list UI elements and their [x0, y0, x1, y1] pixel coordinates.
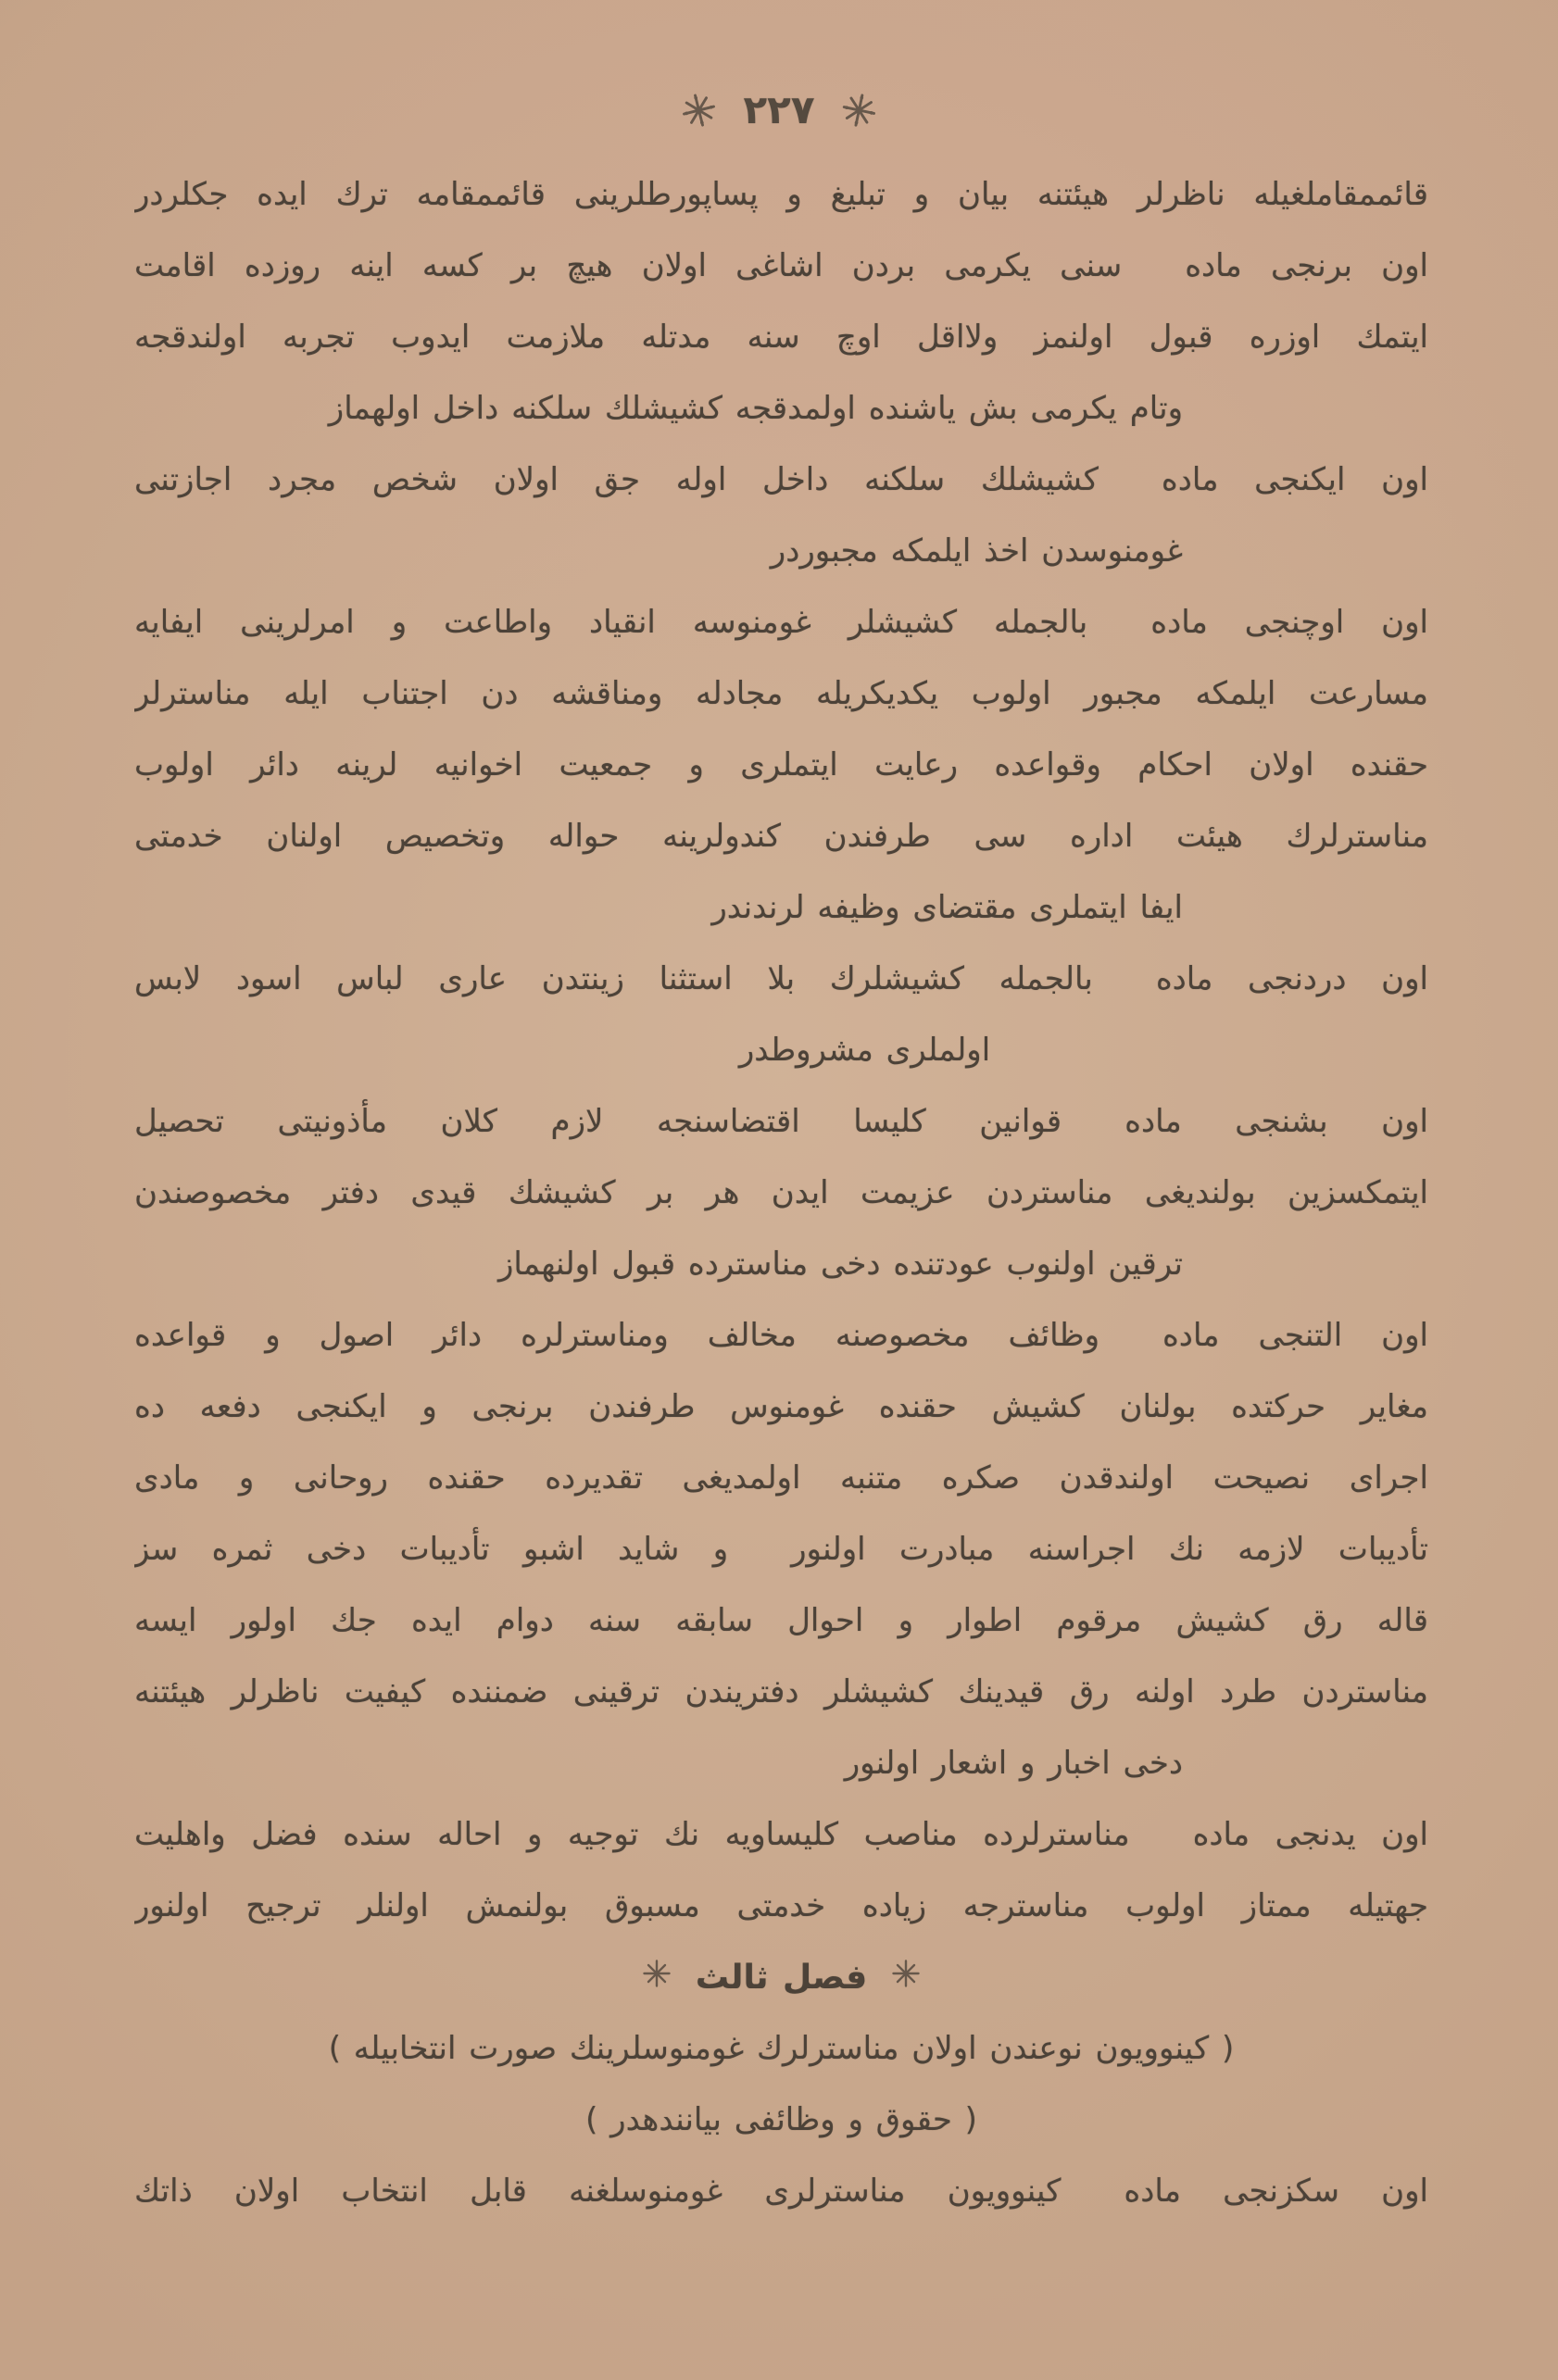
text-line: اون بشنجى ماده قوانين كليسا اقتضاسنجه لازم كلان مأذونيتى تحصيل	[134, 1103, 1428, 1140]
text-line: دخى اخبار و اشعار اولنور	[844, 1745, 1183, 1782]
text-line: اون برنجى ماده سنى يكرمى بردن اشاغى اولان هيچ بر كسه اينه روزده اقامت	[134, 247, 1428, 284]
text-line: ترقين اولنوب عودتنده دخى مناسترده قبول اولنهماز	[497, 1246, 1183, 1283]
text-line: اون دردنجى ماده بالجمله كشيشلرك بلا استثنا زينتدن عارى لباس اسود لابس	[134, 960, 1428, 997]
text-line: مناسترلرك هيئت اداره سى طرفندن كندولرينه حواله وتخصيص اولنان خدمتى	[134, 818, 1428, 855]
page-number: ٢٢٧	[743, 87, 815, 132]
text-line: غومنوسدن اخذ ايلمكه مجبوردر	[770, 532, 1183, 570]
text-line: جهتيله ممتاز اولوب مناسترجه زياده خدمتى مسبوق بولنمش اولنلر ترجيح اولنور	[134, 1887, 1428, 1924]
section-heading-row	[134, 1942, 1428, 2013]
section-heading: فصل ثالث	[695, 1959, 868, 1997]
text-line: ايتمك اوزره قبول اولنمز ولااقل اوچ سنه مدتله ملازمت ايدوب تجربه اولندقجه	[134, 319, 1428, 356]
text-line: اولملرى مشروطدر	[738, 1032, 991, 1069]
text-line: اون اوچنجى ماده بالجمله كشيشلر غومنوسه انقياد واطاعت و امرلرينى ايفايه	[134, 604, 1428, 641]
text-line: مناستردن طرد اولنه رق قيدينك كشيشلر دفتريندن ترقينى ضمننده كيفيت ناظرلر هيئتنه	[134, 1673, 1428, 1710]
text-line: اون يدنجى ماده مناسترلرده مناصب كليساويه نك توجيه و احاله سنده فضل واهليت	[134, 1816, 1428, 1853]
text-line: حقنده اولان احكام وقواعده رعايت ايتملرى و جمعيت اخوانيه لرينه دائر اولوب	[134, 746, 1428, 783]
text-line: اون سكزنجى ماده كينوويون مناسترلرى غومنوسلغنه قابل انتخاب اولان ذاتك	[134, 2173, 1428, 2210]
subtitle-line: ( كينوويون نوعندن اولان مناسترلرك غومنوسلرينك صورت انتخابيله )	[328, 2030, 1235, 2067]
text-line: مغاير حركتده بولنان كشيش حقنده غومنوس طرفندن برنجى و ايكنجى دفعه ده	[134, 1388, 1428, 1425]
subtitle-line: ( حقوق و وظائفى بيانندهدر )	[585, 2101, 977, 2138]
text-line: اون التنجى ماده وظائف مخصوصنه مخالف ومناسترلره دائر اصول و قواعده	[134, 1317, 1428, 1354]
text-line: تأديبات لازمه نك اجراسنه مبادرت اولنور و شايد اشبو تأديبات دخى ثمره سز	[134, 1531, 1428, 1568]
floral-ornament-icon	[889, 1957, 923, 1998]
text-line: اجراى نصيحت اولندقدن صكره متنبه اولمديغى تقديرده حقنده روحانى و مادى	[134, 1459, 1428, 1497]
text-line: مسارعت ايلمكه مجبور اولوب يكديكريله مجادله ومناقشه دن اجتناب ايله مناسترلر	[134, 675, 1428, 712]
text-line: قاله رق كشيش مرقوم اطوار و احوال سابقه سنه دوام ايده جك اولور ايسه	[134, 1602, 1428, 1639]
text-line: وتام يكرمى بش ياشنده اولمدقجه كشيشلك سلكنه داخل اولهماز	[328, 390, 1183, 427]
floral-ornament-icon	[640, 1957, 673, 1998]
text-line: ايتمكسزين بولنديغى مناستردن عزيمت ايدن هر بر كشيشك قيدى دفتر مخصوصندن	[134, 1174, 1428, 1211]
text-line: اون ايكنجى ماده كشيشلك سلكنه داخل اوله جق اولان شخص مجرد اجازتنى	[134, 461, 1428, 498]
text-line: قائممقاملغيله ناظرلر هيئتنه بيان و تبليغ و پساپورطلرينى قائممقامه ترك ايده جكلردر	[134, 176, 1428, 213]
text-line: ايفا ايتملرى مقتضاى وظيفه لرندندر	[711, 889, 1183, 926]
